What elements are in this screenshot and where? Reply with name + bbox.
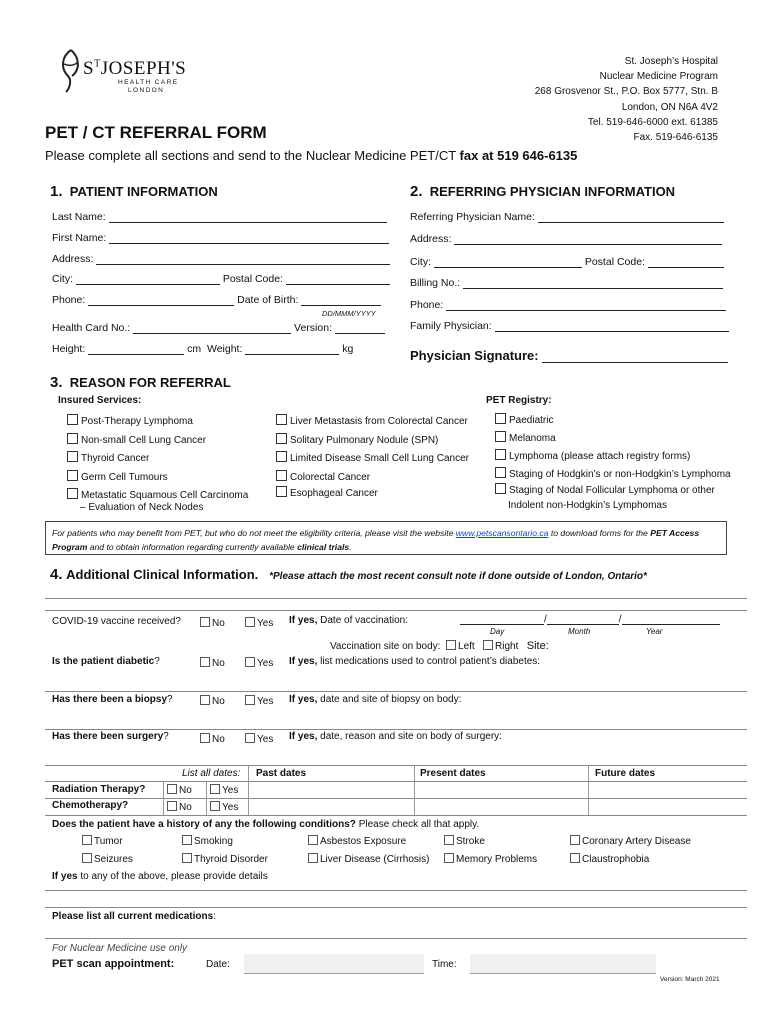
checkbox[interactable] xyxy=(308,853,318,863)
appointment-date-field[interactable] xyxy=(244,954,424,974)
hospital-line-6: Fax. 519-646-6135 xyxy=(633,132,718,144)
vacc-site-label: Vaccination site on body: xyxy=(330,641,441,652)
vacc-date-field[interactable]: / / xyxy=(460,614,720,625)
section-1-heading xyxy=(50,183,218,200)
checkbox[interactable] xyxy=(200,733,210,743)
surgery-no[interactable] xyxy=(200,733,225,745)
condition-label: Thyroid Disorder xyxy=(194,854,268,865)
table-line xyxy=(45,798,747,799)
note-pet-access: PET Access Program xyxy=(52,528,700,552)
city-field[interactable] xyxy=(76,274,220,285)
physician-city-label: City: xyxy=(410,256,431,268)
future-dates-header: Future dates xyxy=(595,768,656,779)
biopsy-no[interactable] xyxy=(200,695,225,707)
weight-label: Weight: xyxy=(206,343,243,355)
checkbox[interactable] xyxy=(82,835,92,845)
physician-address-row xyxy=(410,233,722,245)
height-weight-row xyxy=(52,343,353,355)
insured-services-label: Insured Services: xyxy=(58,395,142,406)
city-label: City: xyxy=(52,273,73,285)
use-only-label: For Nuclear Medicine use only xyxy=(52,943,188,954)
meds-question-text: Please list all current medications xyxy=(52,911,214,922)
reason-option-label: Metastatic Squamous Cell Carcinoma xyxy=(81,490,249,501)
divider xyxy=(45,729,747,730)
hospital-line-5: Tel. 519-646-6000 ext. 61385 xyxy=(587,116,718,128)
divider xyxy=(45,907,747,908)
version-label: Version: March 2021 xyxy=(660,976,720,983)
vacc-month-field[interactable] xyxy=(547,614,619,625)
condition-label: Coronary Artery Disease xyxy=(582,836,691,847)
condition-option[interactable] xyxy=(444,835,485,847)
biopsy-question xyxy=(52,694,173,705)
checkbox[interactable] xyxy=(444,835,454,845)
registry-option-label: Staging of Nodal Follicular Lymphoma or other xyxy=(509,485,715,496)
logo-leaf-icon xyxy=(58,46,84,94)
surgery-question xyxy=(52,731,169,742)
health-card-label: Health Card No.: xyxy=(52,322,131,334)
checkbox[interactable] xyxy=(182,853,192,863)
note-text-g: . xyxy=(349,541,352,552)
radiation-no[interactable] xyxy=(167,784,192,796)
diabetic-yes-label: Yes xyxy=(257,658,274,669)
checkbox[interactable] xyxy=(200,657,210,667)
checkbox[interactable] xyxy=(276,451,287,462)
physician-phone-label: Phone: xyxy=(410,299,444,311)
section-2-heading xyxy=(410,183,675,200)
condition-label: Memory Problems xyxy=(456,854,538,865)
radiation-label: Radiation Therapy? xyxy=(52,784,146,795)
subtitle-fax: fax at 519 646-6135 xyxy=(459,148,578,163)
checkbox[interactable] xyxy=(276,433,287,444)
first-name-field[interactable] xyxy=(109,233,389,244)
reason-option[interactable] xyxy=(67,450,248,469)
reason-option[interactable] xyxy=(276,450,469,469)
signature-field[interactable] xyxy=(542,349,728,363)
signature-row xyxy=(410,348,728,363)
phone-field[interactable] xyxy=(88,295,234,306)
reason-col3 xyxy=(495,412,731,500)
form-title: PET / CT REFERRAL FORM xyxy=(45,123,267,142)
checkbox[interactable] xyxy=(570,835,580,845)
divider xyxy=(45,938,747,939)
logo xyxy=(58,46,187,96)
last-name-label: Last Name: xyxy=(52,211,106,223)
chemo-no[interactable] xyxy=(167,801,192,813)
meds-colon: : xyxy=(213,911,216,922)
logo-sub1: HEALTH CARE xyxy=(118,79,179,86)
section-3-title: REASON FOR REFERRAL xyxy=(69,375,231,390)
covid-question: COVID-19 vaccine received? xyxy=(52,616,181,627)
physician-name-field[interactable] xyxy=(538,212,724,223)
section-2-title: REFERRING PHYSICIAN INFORMATION xyxy=(429,184,676,199)
table-line xyxy=(45,781,747,782)
hospital-line-1: St. Joseph’s Hospital xyxy=(624,56,718,67)
section-4-num: 4. xyxy=(50,566,63,583)
hospital-line-3: 268 Grosvenor St., P.O. Box 5777, Stn. B xyxy=(534,86,718,98)
surgery-question-mark: ? xyxy=(163,731,169,742)
appointment-label: PET scan appointment: xyxy=(52,958,175,970)
registry-option-label: Paediatric xyxy=(509,415,554,426)
history-ifyes xyxy=(52,871,268,882)
diabetic-question-mark: ? xyxy=(154,656,160,667)
checkbox[interactable] xyxy=(446,640,456,650)
note-text-e: and to obtain information regarding currently available xyxy=(89,541,295,552)
checkbox[interactable] xyxy=(276,414,287,425)
physician-address-label: Address: xyxy=(410,233,452,245)
checkbox[interactable] xyxy=(182,835,192,845)
appointment-time-field[interactable] xyxy=(470,954,656,974)
history-hint: Please check all that apply. xyxy=(358,819,480,830)
section-1-num: 1. xyxy=(50,183,63,200)
surgery-ifyes-bold: If yes, xyxy=(289,731,318,742)
dob-label: Date of Birth: xyxy=(237,294,299,306)
table-line xyxy=(206,781,207,815)
list-dates-header: List all dates: xyxy=(182,768,241,779)
chemo-yes-label: Yes xyxy=(222,802,239,813)
diabetic-no[interactable] xyxy=(200,657,225,669)
meds-question xyxy=(52,911,216,922)
cm-label: cm xyxy=(187,343,202,355)
surgery-ifyes-text: date, reason and site on body of surgery: xyxy=(320,731,502,742)
registry-option[interactable] xyxy=(495,448,731,466)
health-card-row xyxy=(52,322,385,334)
biopsy-yes[interactable] xyxy=(245,695,273,707)
weight-field[interactable] xyxy=(245,344,339,355)
last-name-field[interactable] xyxy=(109,212,387,223)
postal-label: Postal Code: xyxy=(222,273,283,285)
present-dates-header: Present dates xyxy=(420,768,486,779)
biopsy-question-mark: ? xyxy=(167,694,173,705)
reason-col2 xyxy=(276,413,469,504)
reason-option-label: Post-Therapy Lymphoma xyxy=(81,416,193,427)
dob-hint: DD/MMM/YYYY xyxy=(322,309,376,318)
checkbox[interactable] xyxy=(570,853,580,863)
note-clinical-trials: clinical trials xyxy=(297,541,350,552)
checkbox[interactable] xyxy=(276,470,287,481)
reason-option[interactable] xyxy=(67,413,248,432)
signature-label: Physician Signature: xyxy=(410,348,539,363)
pet-registry-label: PET Registry: xyxy=(486,395,552,406)
condition-option[interactable] xyxy=(570,853,649,865)
condition-option[interactable] xyxy=(82,853,133,865)
registry-option-label: Melanoma xyxy=(509,433,556,444)
form-subtitle xyxy=(45,148,577,163)
last-name-row xyxy=(52,211,387,223)
note-text-a: For patients who may benefit from PET, but who do not meet the eligibility criteria, please visit the website xyxy=(52,528,454,538)
condition-label: Seizures xyxy=(94,854,133,865)
table-line xyxy=(45,765,747,766)
condition-option[interactable] xyxy=(570,835,691,847)
condition-label: Asbestos Exposure xyxy=(320,836,407,847)
checkbox[interactable] xyxy=(67,433,78,444)
table-line xyxy=(248,765,249,815)
checkbox[interactable] xyxy=(82,853,92,863)
chemo-no-label: No xyxy=(179,802,192,813)
surgery-ifyes xyxy=(289,731,502,742)
biopsy-ifyes-text: date and site of biopsy on body: xyxy=(320,694,462,705)
checkbox[interactable] xyxy=(483,640,493,650)
checkbox[interactable] xyxy=(495,449,506,460)
version-field[interactable] xyxy=(335,323,385,334)
condition-label: Tumor xyxy=(94,836,123,847)
version-label: Version: xyxy=(294,322,332,334)
divider xyxy=(45,610,747,611)
chemo-yes[interactable] xyxy=(210,801,238,813)
vacc-day-field[interactable] xyxy=(460,614,544,625)
covid-no-label: No xyxy=(212,618,225,629)
address-row xyxy=(52,253,390,265)
physician-phone-field[interactable] xyxy=(446,300,726,311)
month-hint: Month xyxy=(568,627,591,636)
family-physician-label: Family Physician: xyxy=(410,320,492,332)
checkbox[interactable] xyxy=(495,431,506,442)
physician-name-row xyxy=(410,211,724,223)
history-ifyes-bold: If yes xyxy=(52,871,78,882)
checkbox[interactable] xyxy=(167,784,177,794)
billing-label: Billing No.: xyxy=(410,277,461,289)
address-field[interactable] xyxy=(96,254,390,265)
left-option[interactable] xyxy=(446,641,475,652)
reason-option[interactable] xyxy=(67,469,248,488)
first-name-row xyxy=(52,232,389,244)
left-label: Left xyxy=(458,641,475,652)
reason-option-label: Colorectal Cancer xyxy=(290,471,371,483)
checkbox[interactable] xyxy=(210,801,220,811)
section-4-attach-note: *Please attach the most recent consult note if done outside of London, Ontario* xyxy=(269,571,647,582)
diabetic-ifyes xyxy=(289,656,540,667)
section-1-title: PATIENT INFORMATION xyxy=(69,184,218,199)
radiation-no-label: No xyxy=(179,785,192,796)
checkbox[interactable] xyxy=(245,733,255,743)
divider xyxy=(45,691,747,692)
condition-option[interactable] xyxy=(308,835,406,847)
condition-option[interactable] xyxy=(82,835,123,847)
condition-option[interactable] xyxy=(444,853,537,865)
checkbox[interactable] xyxy=(167,801,177,811)
phone-label: Phone: xyxy=(52,294,86,306)
reason-col1 xyxy=(67,413,248,506)
registry-option-label: Lymphoma (please attach registry forms) xyxy=(509,451,691,462)
right-option[interactable] xyxy=(483,641,518,652)
family-physician-row xyxy=(410,320,729,332)
checkbox[interactable] xyxy=(200,617,210,627)
reason-option[interactable] xyxy=(67,432,248,451)
appointment-date-label: Date: xyxy=(206,959,230,970)
reason-col1-extra: – Evaluation of Neck Nodes xyxy=(80,502,204,513)
height-field[interactable] xyxy=(88,344,184,355)
registry-option-label: Staging of Hodgkin’s or non-Hodgkin’s Lymphoma xyxy=(509,469,731,480)
covid-date-label: Date of vaccination: xyxy=(320,615,408,626)
surgery-no-label: No xyxy=(212,734,225,745)
address-label: Address: xyxy=(52,253,94,265)
reason-option-label: Germ Cell Tumours xyxy=(81,471,168,483)
hospital-line-4: London, ON N6A 4V2 xyxy=(621,101,718,113)
petscans-link[interactable]: www.petscansontario.ca xyxy=(455,528,549,538)
checkbox[interactable] xyxy=(67,451,78,462)
hospital-address xyxy=(535,54,718,145)
radiation-yes[interactable] xyxy=(210,784,238,796)
physician-phone-row xyxy=(410,299,726,311)
diabetic-question xyxy=(52,656,160,667)
physician-address-field[interactable] xyxy=(454,234,722,245)
reason-option-label: Limited Disease Small Cell Lung Cancer xyxy=(290,453,469,464)
biopsy-question-text: Has there been a biopsy xyxy=(52,694,168,705)
appointment-time-label: Time: xyxy=(432,959,457,970)
note-text-c: the xyxy=(635,528,648,538)
first-name-label: First Name: xyxy=(52,232,107,244)
physician-name-label: Referring Physician Name: xyxy=(410,211,535,223)
table-line xyxy=(588,765,589,815)
diabetic-ifyes-text: list medications used to control patient’s diabetes: xyxy=(320,656,541,667)
diabetic-question-text: Is the patient diabetic xyxy=(52,656,155,667)
divider xyxy=(45,890,747,891)
note-text-b: to download forms for xyxy=(550,528,634,538)
checkbox[interactable] xyxy=(245,695,255,705)
reason-col3-extra: Indolent non-Hodgkin’s Lymphomas xyxy=(508,500,667,511)
surgery-yes[interactable] xyxy=(245,733,273,745)
past-dates-header: Past dates xyxy=(256,768,307,779)
radiation-yes-label: Yes xyxy=(222,785,239,796)
registry-option[interactable] xyxy=(495,430,731,448)
checkbox[interactable] xyxy=(495,467,506,478)
city-row xyxy=(52,273,390,285)
history-ifyes-text: to any of the above, please provide details xyxy=(80,871,268,882)
section-4-heading xyxy=(50,566,647,583)
table-line xyxy=(45,815,747,816)
divider xyxy=(45,598,747,599)
billing-row xyxy=(410,277,723,289)
covid-yes[interactable] xyxy=(245,617,273,629)
checkbox[interactable] xyxy=(495,483,506,494)
registry-option[interactable] xyxy=(495,412,731,430)
site-label: Site: xyxy=(526,640,549,652)
condition-label: Stroke xyxy=(456,836,485,847)
reason-option[interactable] xyxy=(276,432,469,451)
covid-no[interactable] xyxy=(200,617,225,629)
checkbox[interactable] xyxy=(210,784,220,794)
table-line xyxy=(414,765,415,815)
reason-option-label: Solitary Pulmonary Nodule (SPN) xyxy=(290,434,439,446)
checkbox[interactable] xyxy=(200,695,210,705)
checkbox[interactable] xyxy=(67,488,78,499)
logo-main: JOSEPH'S xyxy=(100,58,187,79)
covid-yes-label: Yes xyxy=(257,618,274,629)
condition-label: Liver Disease (Cirrhosis) xyxy=(320,854,430,865)
checkbox[interactable] xyxy=(245,657,255,667)
hospital-line-2: Nuclear Medicine Program xyxy=(599,71,718,83)
section-2-num: 2. xyxy=(410,183,423,200)
history-question-text: Does the patient have a history of any the following conditions? xyxy=(52,819,356,830)
surgery-question-text: Has there been surgery xyxy=(52,731,164,742)
checkbox[interactable] xyxy=(245,617,255,627)
physician-city-field[interactable] xyxy=(434,257,582,268)
diabetic-ifyes-bold: If yes, xyxy=(289,656,318,667)
postal-field[interactable] xyxy=(286,274,390,285)
reason-option[interactable] xyxy=(276,413,469,432)
billing-field[interactable] xyxy=(463,278,723,289)
checkbox[interactable] xyxy=(495,413,506,424)
table-line xyxy=(163,781,164,815)
checkbox[interactable] xyxy=(67,470,78,481)
surgery-yes-label: Yes xyxy=(257,734,274,745)
biopsy-yes-label: Yes xyxy=(257,696,274,707)
reason-option-label: Non-small Cell Lung Cancer xyxy=(81,434,207,446)
diabetic-yes[interactable] xyxy=(245,657,273,669)
height-label: Height: xyxy=(52,343,86,355)
section-3-num: 3. xyxy=(50,374,63,391)
condition-label: Smoking xyxy=(194,836,233,847)
reason-option-label: Liver Metastasis from Colorectal Cancer xyxy=(290,416,468,427)
checkbox[interactable] xyxy=(67,414,78,425)
reason-option[interactable] xyxy=(276,485,469,504)
vacc-site-row xyxy=(330,640,549,652)
diabetic-no-label: No xyxy=(212,658,225,669)
registry-option[interactable] xyxy=(495,482,731,500)
reason-option-label: Esophageal Cancer xyxy=(290,488,378,499)
condition-option[interactable] xyxy=(182,835,233,847)
checkbox[interactable] xyxy=(308,835,318,845)
logo-sub2: LONDON xyxy=(128,87,165,94)
phone-row xyxy=(52,294,381,306)
logo-st: S xyxy=(83,58,95,79)
section-4-title: Additional Clinical Information. xyxy=(66,567,259,582)
year-hint: Year xyxy=(646,627,663,636)
physician-postal-field[interactable] xyxy=(648,257,724,268)
subtitle-text: Please complete all sections and send to the Nuclear Medicine PET/CT xyxy=(45,148,456,163)
condition-label: Claustrophobia xyxy=(582,854,650,865)
checkbox[interactable] xyxy=(444,853,454,863)
physician-city-row xyxy=(410,256,724,268)
biopsy-ifyes xyxy=(289,694,461,705)
biopsy-no-label: No xyxy=(212,696,225,707)
covid-ifyes xyxy=(289,615,408,626)
pet-access-note xyxy=(45,521,727,555)
right-label: Right xyxy=(495,641,519,652)
physician-postal-label: Postal Code: xyxy=(584,256,645,268)
day-hint: Day xyxy=(490,627,505,636)
condition-option[interactable] xyxy=(308,853,429,865)
health-card-field[interactable] xyxy=(133,323,291,334)
section-3-heading xyxy=(50,374,231,391)
checkbox[interactable] xyxy=(276,486,287,497)
chemo-label: Chemotherapy? xyxy=(52,800,129,811)
vacc-year-field[interactable] xyxy=(622,614,720,625)
family-physician-field[interactable] xyxy=(495,321,729,332)
kg-label: kg xyxy=(342,343,354,355)
history-question xyxy=(52,819,479,830)
biopsy-ifyes-bold: If yes, xyxy=(289,694,318,705)
condition-option[interactable] xyxy=(182,853,268,865)
covid-ifyes-bold: If yes, xyxy=(289,615,318,626)
dob-field[interactable] xyxy=(301,295,381,306)
reason-option-label: Thyroid Cancer xyxy=(81,453,150,464)
logo-st-sup: T xyxy=(94,58,101,70)
